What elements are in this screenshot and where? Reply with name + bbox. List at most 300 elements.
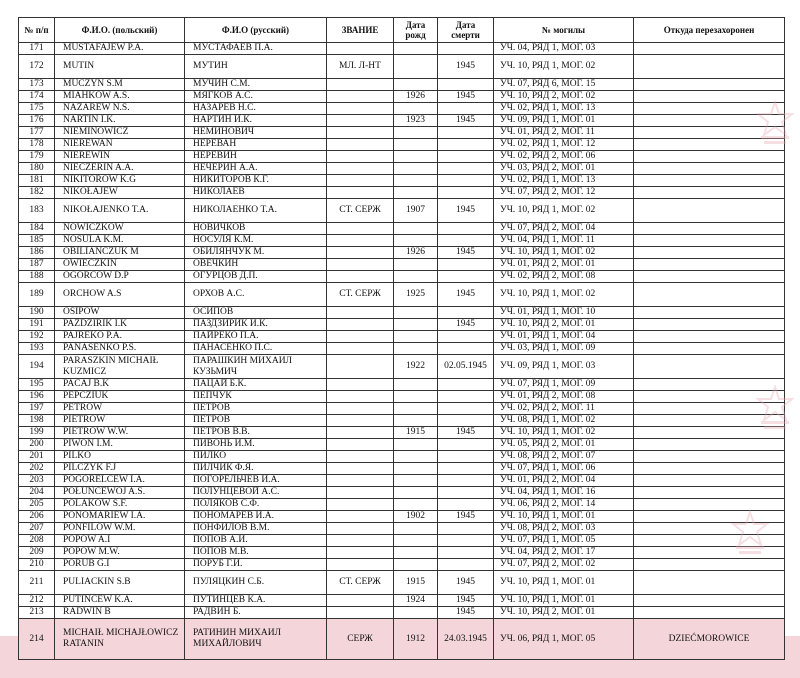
row-number-cell: 190 (19, 307, 55, 319)
name-polish-cell: PEPCZIUK (55, 391, 185, 403)
rank-cell (327, 343, 394, 355)
table-row (19, 391, 785, 403)
table-row (19, 619, 785, 660)
rank-cell (327, 379, 394, 391)
birth-date-cell (394, 319, 438, 331)
name-polish-cell: OBILIANCZUK M (55, 247, 185, 259)
rank-cell (327, 523, 394, 535)
name-russian-cell: ПИЛКО (185, 451, 327, 463)
grave-number-cell: УЧ. 02, РЯД 1, МОГ. 12 (494, 139, 634, 151)
rank-cell (327, 223, 394, 235)
death-date-cell (438, 523, 494, 535)
rank-cell: СЕРЖ (327, 619, 394, 660)
birth-date-cell: 1926 (394, 247, 438, 259)
table-body (19, 43, 785, 660)
grave-number-cell: УЧ. 08, РЯД 2, МОГ. 03 (494, 523, 634, 535)
table-row (19, 439, 785, 451)
birth-date-cell (394, 559, 438, 571)
rank-cell (327, 559, 394, 571)
name-russian-cell: ПОЛУНЦЕВОЙ А.С. (185, 487, 327, 499)
name-russian-cell: ПОПОВ М.В. (185, 547, 327, 559)
birth-date-cell (394, 79, 438, 91)
grave-number-cell: УЧ. 09, РЯД 1, МОГ. 03 (494, 355, 634, 379)
grave-number-cell: УЧ. 03, РЯД 1, МОГ. 09 (494, 343, 634, 355)
table-row (19, 595, 785, 607)
name-polish-cell: PILCZYK F.J (55, 463, 185, 475)
table-row (19, 223, 785, 235)
name-polish-cell: PACAJ B.K (55, 379, 185, 391)
header-grave-number: № могилы (494, 18, 634, 43)
birth-date-cell (394, 535, 438, 547)
grave-number-cell: УЧ. 02, РЯД 2, МОГ. 08 (494, 271, 634, 283)
table-row (19, 523, 785, 535)
death-date-cell: 1945 (438, 319, 494, 331)
death-date-cell (438, 223, 494, 235)
table-row (19, 235, 785, 247)
birth-date-cell: 1922 (394, 355, 438, 379)
death-date-cell (438, 559, 494, 571)
name-russian-cell: МУТИН (185, 55, 327, 79)
row-number-cell: 189 (19, 283, 55, 307)
name-polish-cell: MUSTAFAJEW P.A. (55, 43, 185, 55)
table-row (19, 91, 785, 103)
reburied-from-cell (634, 475, 785, 487)
reburied-from-cell (634, 247, 785, 259)
table-row (19, 451, 785, 463)
reburied-from-cell (634, 283, 785, 307)
row-number-cell: 208 (19, 535, 55, 547)
birth-date-cell: 1902 (394, 511, 438, 523)
table-header-row (19, 18, 785, 43)
grave-number-cell: УЧ. 04, РЯД 1, МОГ. 16 (494, 487, 634, 499)
rank-cell (327, 535, 394, 547)
rank-cell (327, 163, 394, 175)
row-number-cell: 173 (19, 79, 55, 91)
rank-cell: СТ. СЕРЖ (327, 571, 394, 595)
grave-number-cell: УЧ. 06, РЯД 1, МОГ. 05 (494, 619, 634, 660)
table-row (19, 127, 785, 139)
rank-cell (327, 247, 394, 259)
grave-number-cell: УЧ. 05, РЯД 2, МОГ. 01 (494, 439, 634, 451)
death-date-cell (438, 463, 494, 475)
name-russian-cell: ПОПОВ А.И. (185, 535, 327, 547)
row-number-cell: 199 (19, 427, 55, 439)
rank-cell (327, 475, 394, 487)
death-date-cell (438, 331, 494, 343)
name-russian-cell: ПАНАСЕНКО П.С. (185, 343, 327, 355)
birth-date-cell (394, 163, 438, 175)
header-reburied-from: Откуда перезахоронен (634, 18, 785, 43)
rank-cell (327, 415, 394, 427)
name-russian-cell: ПИВОНЬ И.М. (185, 439, 327, 451)
name-russian-cell: ПАЦАЙ Б.К. (185, 379, 327, 391)
name-polish-cell: OGÓRCOW D.P (55, 271, 185, 283)
row-number-cell: 210 (19, 559, 55, 571)
grave-number-cell: УЧ. 02, РЯД 2, МОГ. 11 (494, 403, 634, 415)
death-date-cell: 24.03.1945 (438, 619, 494, 660)
table-row (19, 115, 785, 127)
birth-date-cell: 1923 (394, 115, 438, 127)
name-russian-cell: ОСИПОВ (185, 307, 327, 319)
name-russian-cell: ПЕТРОВ В.В. (185, 427, 327, 439)
birth-date-cell (394, 55, 438, 79)
grave-number-cell: УЧ. 08, РЯД 2, МОГ. 07 (494, 451, 634, 463)
header-death-date: Дата смерти (438, 18, 494, 43)
table-row (19, 55, 785, 79)
name-russian-cell: ПУТИНЦЕВ К.А. (185, 595, 327, 607)
name-polish-cell: ORCHOW A.S (55, 283, 185, 307)
reburied-from-cell (634, 307, 785, 319)
row-number-cell: 197 (19, 403, 55, 415)
birth-date-cell (394, 175, 438, 187)
grave-number-cell: УЧ. 03, РЯД 2, МОГ. 01 (494, 163, 634, 175)
death-date-cell: 1945 (438, 571, 494, 595)
grave-number-cell: УЧ. 01, РЯД 2, МОГ. 04 (494, 475, 634, 487)
grave-number-cell: УЧ. 10, РЯД 2, МОГ. 02 (494, 91, 634, 103)
birth-date-cell: 1907 (394, 199, 438, 223)
name-russian-cell: НОВИЧКОВ (185, 223, 327, 235)
birth-date-cell (394, 523, 438, 535)
birth-date-cell (394, 223, 438, 235)
header-name-polish: Ф.И.О. (польский) (55, 18, 185, 43)
name-russian-cell: ПЕТРОВ (185, 403, 327, 415)
row-number-cell: 207 (19, 523, 55, 535)
birth-date-cell (394, 391, 438, 403)
grave-number-cell: УЧ. 01, РЯД 1, МОГ. 04 (494, 331, 634, 343)
name-polish-cell: POGORELCEW I.A. (55, 475, 185, 487)
row-number-cell: 175 (19, 103, 55, 115)
table-row (19, 547, 785, 559)
name-russian-cell: ОВЕЧКИН (185, 259, 327, 271)
row-number-cell: 187 (19, 259, 55, 271)
name-polish-cell: RADWIN B (55, 607, 185, 619)
table-row (19, 271, 785, 283)
row-number-cell: 212 (19, 595, 55, 607)
grave-number-cell: УЧ. 04, РЯД 1, МОГ. 03 (494, 43, 634, 55)
name-polish-cell: NIECZERIN A.A. (55, 163, 185, 175)
death-date-cell (438, 235, 494, 247)
name-polish-cell: PARASZKIN MICHAIŁ KUZMICZ (55, 355, 185, 379)
rank-cell (327, 79, 394, 91)
watermark-star-logo (755, 385, 795, 431)
name-polish-cell: PONOMARIEW I.A. (55, 511, 185, 523)
row-number-cell: 193 (19, 343, 55, 355)
name-polish-cell: PONFILOW W.M. (55, 523, 185, 535)
row-number-cell: 188 (19, 271, 55, 283)
row-number-cell: 196 (19, 391, 55, 403)
header-name-russian: Ф.И.О (русский) (185, 18, 327, 43)
name-russian-cell: НИКИТОРОВ К.Г. (185, 175, 327, 187)
burial-table (18, 17, 785, 660)
name-polish-cell: NIEREWAN (55, 139, 185, 151)
name-polish-cell: PETROW (55, 403, 185, 415)
death-date-cell (438, 127, 494, 139)
name-polish-cell: MUTIN (55, 55, 185, 79)
row-number-cell: 180 (19, 163, 55, 175)
birth-date-cell (394, 139, 438, 151)
grave-number-cell: УЧ. 07, РЯД 1, МОГ. 05 (494, 535, 634, 547)
table-row (19, 343, 785, 355)
table-row (19, 175, 785, 187)
rank-cell (327, 43, 394, 55)
table-row (19, 571, 785, 595)
row-number-cell: 201 (19, 451, 55, 463)
grave-number-cell: УЧ. 08, РЯД 1, МОГ. 02 (494, 415, 634, 427)
grave-number-cell: УЧ. 01, РЯД 2, МОГ. 11 (494, 127, 634, 139)
rank-cell (327, 271, 394, 283)
name-russian-cell: ПУЛЯЦКИН С.Б. (185, 571, 327, 595)
grave-number-cell: УЧ. 01, РЯД 2, МОГ. 01 (494, 259, 634, 271)
reburied-from-cell (634, 175, 785, 187)
rank-cell: МЛ. Л-НТ (327, 55, 394, 79)
birth-date-cell: 1912 (394, 619, 438, 660)
death-date-cell (438, 103, 494, 115)
name-russian-cell: МУСТАФАЕВ П.А. (185, 43, 327, 55)
name-polish-cell: OSIPOW (55, 307, 185, 319)
name-russian-cell: ПИЛЧИК Ф.Я. (185, 463, 327, 475)
death-date-cell: 1945 (438, 283, 494, 307)
header-num: № п/п (19, 18, 55, 43)
table-row (19, 319, 785, 331)
header-birth-date: Дата рожд (394, 18, 438, 43)
name-polish-cell: NOWICZKOW (55, 223, 185, 235)
reburied-from-cell (634, 595, 785, 607)
death-date-cell (438, 451, 494, 463)
rank-cell (327, 139, 394, 151)
row-number-cell: 202 (19, 463, 55, 475)
birth-date-cell (394, 331, 438, 343)
birth-date-cell (394, 451, 438, 463)
grave-number-cell: УЧ. 01, РЯД 1, МОГ. 10 (494, 307, 634, 319)
row-number-cell: 214 (19, 619, 55, 660)
name-polish-cell: MUCZYN S.M (55, 79, 185, 91)
grave-number-cell: УЧ. 02, РЯД 1, МОГ. 13 (494, 175, 634, 187)
name-polish-cell: NOSULA K.M. (55, 235, 185, 247)
grave-number-cell: УЧ. 10, РЯД 1, МОГ. 02 (494, 283, 634, 307)
name-polish-cell: PAZDZIRIK I.K (55, 319, 185, 331)
birth-date-cell (394, 271, 438, 283)
reburied-from-cell (634, 187, 785, 199)
name-polish-cell: MIAHKOW A.S. (55, 91, 185, 103)
name-polish-cell: NAZAREW N.S. (55, 103, 185, 115)
table-row (19, 379, 785, 391)
death-date-cell (438, 139, 494, 151)
name-polish-cell: PORUB G.I (55, 559, 185, 571)
row-number-cell: 203 (19, 475, 55, 487)
death-date-cell (438, 307, 494, 319)
name-russian-cell: НАРТИН И.К. (185, 115, 327, 127)
birth-date-cell (394, 379, 438, 391)
death-date-cell (438, 415, 494, 427)
watermark-star-logo (730, 510, 770, 556)
reburied-from-cell (634, 55, 785, 79)
grave-number-cell: УЧ. 02, РЯД 1, МОГ. 13 (494, 103, 634, 115)
table-row (19, 535, 785, 547)
death-date-cell (438, 187, 494, 199)
name-russian-cell: ПОРУБ Г.И. (185, 559, 327, 571)
name-russian-cell: ОРХОВ А.С. (185, 283, 327, 307)
birth-date-cell (394, 127, 438, 139)
table-row (19, 151, 785, 163)
name-polish-cell: POPOW M.W. (55, 547, 185, 559)
table-row (19, 415, 785, 427)
rank-cell (327, 127, 394, 139)
rank-cell (327, 595, 394, 607)
birth-date-cell (394, 415, 438, 427)
name-polish-cell: NIEMINOWICZ (55, 127, 185, 139)
reburied-from-cell: DZIEĆMOROWICE (634, 619, 785, 660)
rank-cell (327, 487, 394, 499)
grave-number-cell: УЧ. 10, РЯД 1, МОГ. 02 (494, 427, 634, 439)
row-number-cell: 213 (19, 607, 55, 619)
birth-date-cell (394, 151, 438, 163)
reburied-from-cell (634, 151, 785, 163)
grave-number-cell: УЧ. 06, РЯД 2, МОГ. 14 (494, 499, 634, 511)
table-row (19, 427, 785, 439)
rank-cell (327, 607, 394, 619)
name-russian-cell: ПАЗДЗИРИК И.К. (185, 319, 327, 331)
birth-date-cell: 1926 (394, 91, 438, 103)
reburied-from-cell (634, 559, 785, 571)
death-date-cell (438, 487, 494, 499)
table-row (19, 511, 785, 523)
name-polish-cell: POŁUNCEWOJ A.S. (55, 487, 185, 499)
birth-date-cell (394, 439, 438, 451)
name-polish-cell: NIEREWIN (55, 151, 185, 163)
reburied-from-cell (634, 199, 785, 223)
grave-number-cell: УЧ. 02, РЯД 2, МОГ. 06 (494, 151, 634, 163)
reburied-from-cell (634, 271, 785, 283)
name-russian-cell: МЯГКОВ А.С. (185, 91, 327, 103)
name-russian-cell: НАЗАРЕВ Н.С. (185, 103, 327, 115)
row-number-cell: 191 (19, 319, 55, 331)
name-russian-cell: НИКОЛАЕНКО Т.А. (185, 199, 327, 223)
name-polish-cell: POPOW A.I (55, 535, 185, 547)
name-russian-cell: НЕРЕВИН (185, 151, 327, 163)
death-date-cell: 1945 (438, 247, 494, 259)
row-number-cell: 174 (19, 91, 55, 103)
death-date-cell (438, 403, 494, 415)
row-number-cell: 186 (19, 247, 55, 259)
rank-cell (327, 451, 394, 463)
name-russian-cell: НЕЧЕРИН А.А. (185, 163, 327, 175)
death-date-cell: 1945 (438, 595, 494, 607)
table-row (19, 403, 785, 415)
table-row (19, 247, 785, 259)
name-polish-cell: NIKOŁAJEW (55, 187, 185, 199)
name-polish-cell: PANASENKO P.S. (55, 343, 185, 355)
death-date-cell (438, 259, 494, 271)
birth-date-cell: 1925 (394, 283, 438, 307)
reburied-from-cell (634, 571, 785, 595)
grave-number-cell: УЧ. 09, РЯД 1, МОГ. 01 (494, 115, 634, 127)
table-row (19, 139, 785, 151)
birth-date-cell (394, 343, 438, 355)
rank-cell (327, 391, 394, 403)
table-row (19, 283, 785, 307)
name-polish-cell: PIETROW (55, 415, 185, 427)
death-date-cell (438, 499, 494, 511)
birth-date-cell (394, 475, 438, 487)
rank-cell (327, 499, 394, 511)
death-date-cell (438, 439, 494, 451)
rank-cell (327, 511, 394, 523)
rank-cell (327, 187, 394, 199)
reburied-from-cell (634, 259, 785, 271)
death-date-cell: 1945 (438, 115, 494, 127)
death-date-cell (438, 343, 494, 355)
rank-cell (327, 439, 394, 451)
birth-date-cell (394, 487, 438, 499)
name-polish-cell: POLAKOW S.F. (55, 499, 185, 511)
reburied-from-cell (634, 499, 785, 511)
death-date-cell (438, 535, 494, 547)
rank-cell (327, 307, 394, 319)
reburied-from-cell (634, 607, 785, 619)
table-row (19, 163, 785, 175)
header-rank: ЗВАНИЕ (327, 18, 394, 43)
birth-date-cell: 1915 (394, 571, 438, 595)
name-russian-cell: ОГУРЦОВ Д.П. (185, 271, 327, 283)
row-number-cell: 171 (19, 43, 55, 55)
table-row (19, 463, 785, 475)
rank-cell (327, 547, 394, 559)
table-row (19, 499, 785, 511)
table-row (19, 331, 785, 343)
death-date-cell: 02.05.1945 (438, 355, 494, 379)
rank-cell: СТ. СЕРЖ (327, 199, 394, 223)
grave-number-cell: УЧ. 01, РЯД 2, МОГ. 08 (494, 391, 634, 403)
rank-cell (327, 151, 394, 163)
grave-number-cell: УЧ. 10, РЯД 1, МОГ. 02 (494, 55, 634, 79)
row-number-cell: 183 (19, 199, 55, 223)
row-number-cell: 194 (19, 355, 55, 379)
name-polish-cell: PAJREKO P.A. (55, 331, 185, 343)
table-row (19, 43, 785, 55)
table-row (19, 103, 785, 115)
reburied-from-cell (634, 163, 785, 175)
reburied-from-cell (634, 451, 785, 463)
name-polish-cell: PIETROW W.W. (55, 427, 185, 439)
name-russian-cell: ПОНФИЛОВ В.М. (185, 523, 327, 535)
row-number-cell: 206 (19, 511, 55, 523)
grave-number-cell: УЧ. 10, РЯД 1, МОГ. 01 (494, 571, 634, 595)
name-russian-cell: РАТИНИН МИХАИЛ МИХАЙЛОВИЧ (185, 619, 327, 660)
rank-cell (327, 427, 394, 439)
death-date-cell (438, 175, 494, 187)
grave-number-cell: УЧ. 07, РЯД 1, МОГ. 09 (494, 379, 634, 391)
row-number-cell: 185 (19, 235, 55, 247)
rank-cell: СТ. СЕРЖ (327, 283, 394, 307)
row-number-cell: 181 (19, 175, 55, 187)
birth-date-cell (394, 43, 438, 55)
death-date-cell (438, 475, 494, 487)
rank-cell (327, 103, 394, 115)
grave-number-cell: УЧ. 07, РЯД 2, МОГ. 12 (494, 187, 634, 199)
name-russian-cell: МУЧИН С.М. (185, 79, 327, 91)
row-number-cell: 209 (19, 547, 55, 559)
name-russian-cell: РАДВИН Б. (185, 607, 327, 619)
row-number-cell: 184 (19, 223, 55, 235)
name-polish-cell: OWIECZKIN (55, 259, 185, 271)
grave-number-cell: УЧ. 07, РЯД 6, МОГ. 15 (494, 79, 634, 91)
death-date-cell (438, 379, 494, 391)
birth-date-cell (394, 463, 438, 475)
rank-cell (327, 259, 394, 271)
reburied-from-cell (634, 319, 785, 331)
grave-number-cell: УЧ. 10, РЯД 2, МОГ. 01 (494, 319, 634, 331)
row-number-cell: 179 (19, 151, 55, 163)
